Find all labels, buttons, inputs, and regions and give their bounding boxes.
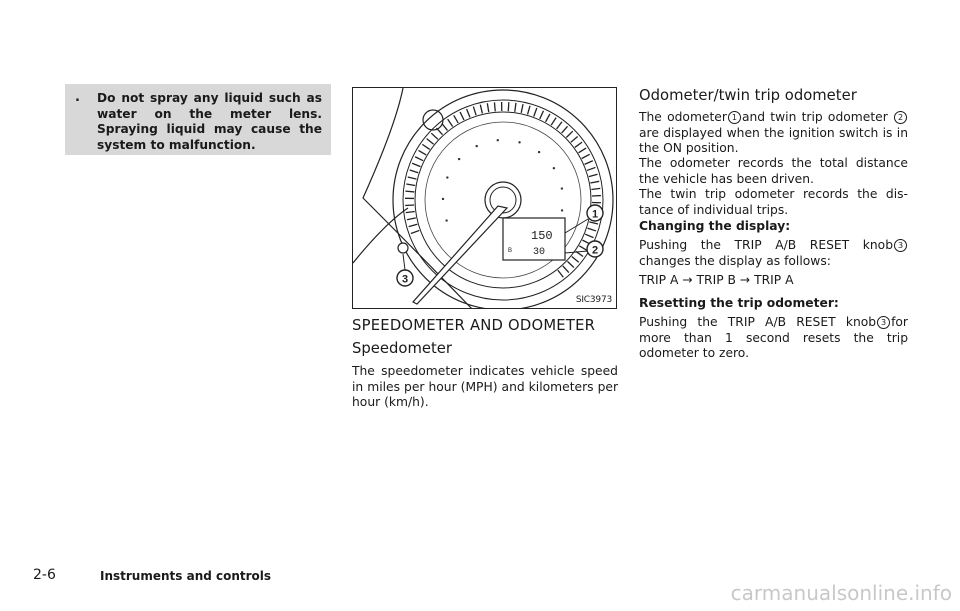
callout-2 [587, 241, 603, 257]
ref-2-icon: 2 [894, 111, 907, 124]
page-number: 2-6 [33, 567, 56, 583]
odometer-paragraph-1: The odometer 1 and twin trip odometer 2are displayed when the ignition switch is in the ON position. [639, 110, 908, 156]
caution-text: Do not spray any liquid such as water on the meter lens. Spraying liquid may cause the system to malfunction. [97, 91, 322, 152]
watermark: carmanualsonline.info [730, 581, 952, 605]
odometer-paragraph-5: Pushing the TRIP A/B RESET knob 3 for more than 1 second resets the trip odometer to zero. [639, 315, 908, 361]
odometer-paragraph-2: The odometer records the total distance the vehicle has been driven. [639, 156, 908, 186]
section-heading: SPEEDOMETER AND ODOMETER [352, 317, 596, 334]
svg-text:150: 150 [531, 229, 553, 243]
speedometer-illustration [353, 88, 617, 309]
ref-3-icon: 3 [894, 239, 907, 252]
odometer-heading: Odometer/twin trip odometer [639, 87, 857, 104]
svg-text:2: 2 [591, 244, 599, 257]
svg-text:30: 30 [533, 247, 546, 258]
reset-heading: Resetting the trip odometer: [639, 296, 839, 310]
svg-text:1: 1 [591, 208, 599, 221]
speedometer-figure [352, 87, 617, 309]
figure-code: SIC3973 [575, 295, 612, 305]
changing-display-heading: Changing the display: [639, 219, 791, 233]
ref-1-icon: 1 [728, 111, 741, 124]
footer-section-title: Instruments and controls [100, 569, 272, 583]
svg-text:3: 3 [401, 273, 409, 286]
callout-3 [397, 270, 413, 286]
svg-text:B: B [508, 248, 513, 254]
caution-bullet: . [75, 90, 80, 105]
speedometer-paragraph: The speedometer indicates vehicle speed in miles per hour (MPH) and kilometers per hour (km/h). [352, 364, 618, 410]
subsection-heading: Speedometer [352, 340, 452, 357]
ref-3-icon: 3 [877, 316, 890, 329]
caution-box [65, 84, 331, 155]
callout-1 [587, 205, 603, 221]
trip-sequence: TRIP A → TRIP B → TRIP A [639, 273, 794, 287]
odometer-paragraph-3: The twin trip odometer records the dis- tance of individual trips. [639, 187, 908, 217]
odometer-paragraph-4: Pushing the TRIP A/B RESET knob 3 changes the display as follows: [639, 238, 908, 269]
